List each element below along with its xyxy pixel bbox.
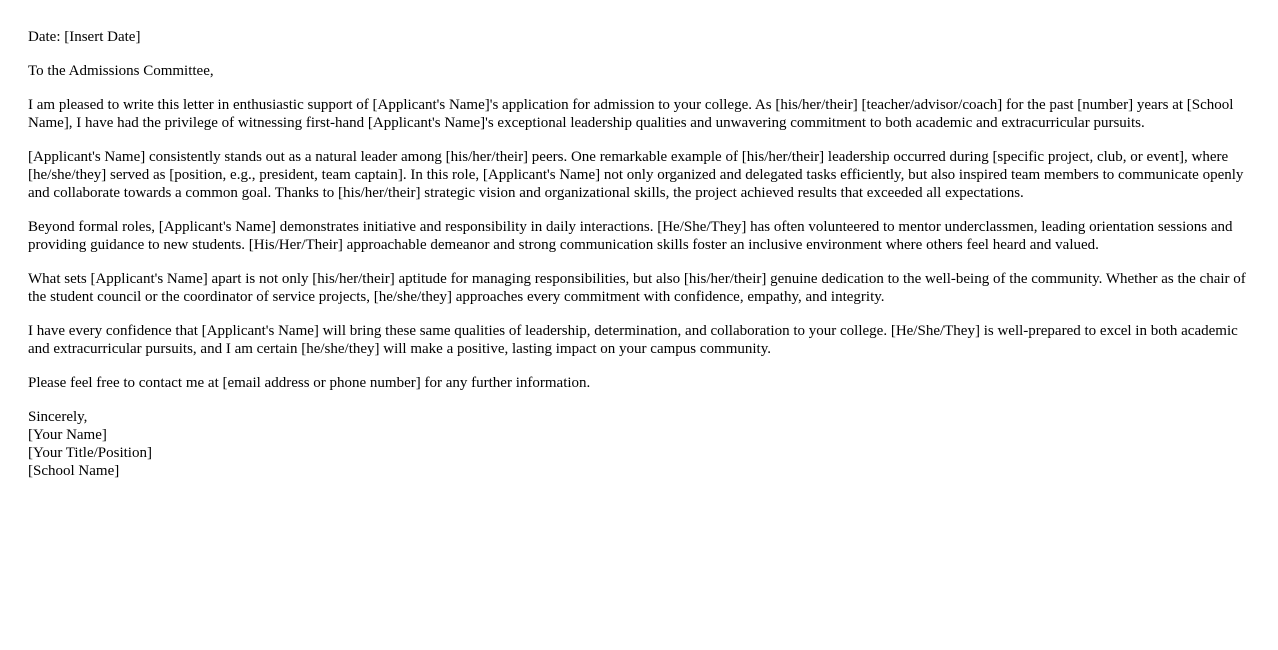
- letter-body: [28, 28, 1250, 480]
- signer-school: [School Name]: [28, 463, 120, 479]
- date-line: Date: [Insert Date]: [28, 29, 141, 45]
- signer-name: [Your Name]: [28, 427, 107, 443]
- valediction: Sincerely,: [28, 409, 88, 425]
- paragraph-leadership-example: [Applicant's Name] consistently stands out as a natural leader among [his/her/their] peers. One remarkable example of [his/her/their] leadership occurred during [specific project, club, or event], where [he/she/they] served as [position, e.g., president, team captain]. In this role, [Applicant's Name] not only organized and delegated tasks efficiently, but also inspired team members to communicate openly and collaborate towards a common goal. Thanks to [his/her/their] strategic vision and organizational skills, the project achieved results that exceeded all expectations.: [28, 149, 1244, 201]
- paragraph-initiative: Beyond formal roles, [Applicant's Name] demonstrates initiative and responsibility in daily interactions. [He/She/They] has often volunteered to mentor underclassmen, leading orientation sessions and providing guidance to new students. [His/Her/Their] approachable demeanor and strong communication skills foster an inclusive environment where others feel heard and valued.: [28, 219, 1233, 253]
- paragraph-contact: Please feel free to contact me at [email address or phone number] for any further information.: [28, 375, 591, 391]
- salutation: To the Admissions Committee,: [28, 63, 214, 79]
- signature-block: [28, 408, 1250, 480]
- paragraph-introduction: I am pleased to write this letter in enthusiastic support of [Applicant's Name]'s application for admission to your college. As [his/her/their] [teacher/advisor/coach] for the past [number] years at [School Name], I have had the privilege of witnessing first-hand [Applicant's Name]'s exceptional leadership qualities and unwavering commitment to both academic and extracurricular pursuits.: [28, 97, 1234, 131]
- signer-title: [Your Title/Position]: [28, 445, 152, 461]
- paragraph-confidence: I have every confidence that [Applicant's Name] will bring these same qualities of leadership, determination, and collaboration to your college. [He/She/They] is well-prepared to excel in both academic and extracurricular pursuits, and I am certain [he/she/they] will make a positive, lasting impact on your campus community.: [28, 323, 1238, 357]
- paragraph-community: What sets [Applicant's Name] apart is not only [his/her/their] aptitude for managing responsibilities, but also [his/her/their] genuine dedication to the well-being of the community. Whether as the chair of the student council or the coordinator of service projects, [he/she/they] approaches every commitment with confidence, empathy, and integrity.: [28, 271, 1246, 305]
